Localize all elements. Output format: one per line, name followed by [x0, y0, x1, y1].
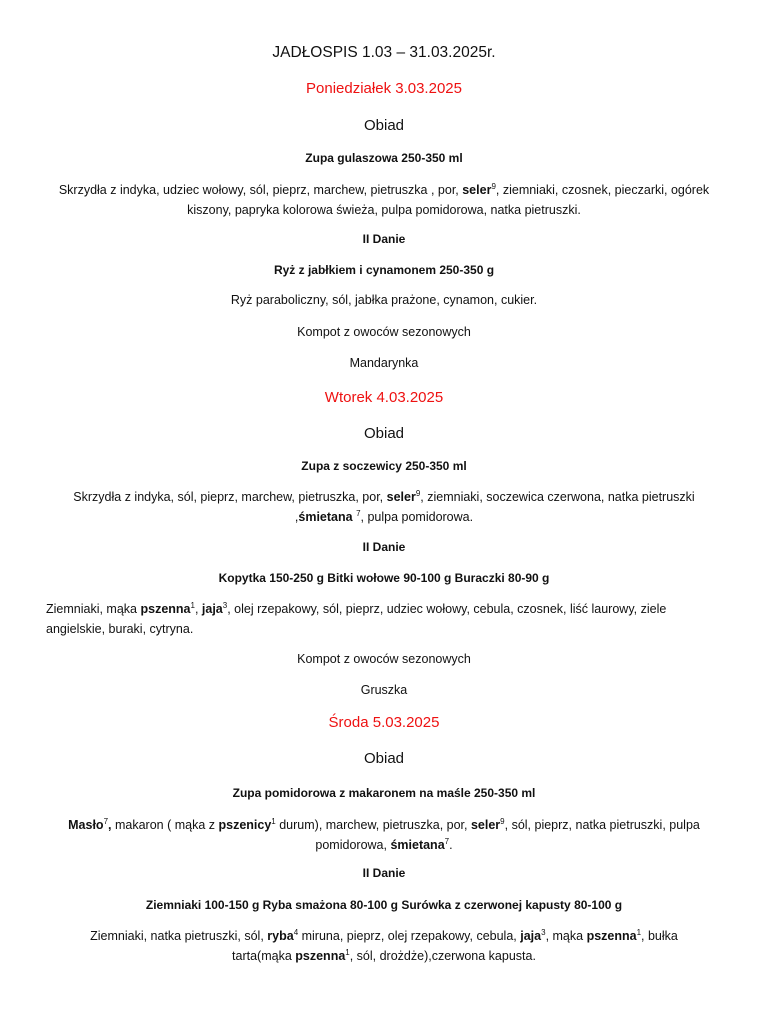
allergen-term: pszenicy — [218, 818, 272, 832]
ingredient-text: , ziemniaki, czosnek, pieczarki, ogórek kiszony, papryka kolorowa świeża, pulpa pomidorowa, natka pietruszki. — [187, 183, 710, 217]
allergen-term: , — [108, 818, 112, 832]
soup-ingredients — [46, 815, 722, 855]
allergen-term: Masło — [68, 818, 104, 832]
ingredient-text: miruna, pieprz, olej rzepakowy, cebula, — [298, 929, 521, 943]
allergen-number: 7 — [103, 816, 109, 826]
allergen-term: jaja — [201, 602, 223, 616]
drink: Kompot z owoców sezonowych — [297, 652, 471, 666]
second-course-name: Ryż z jabłkiem i cynamonem 250-350 g — [273, 263, 495, 277]
second-course-ingredients — [46, 599, 722, 639]
allergen-term: jaja — [520, 929, 542, 943]
ingredient-text: Ziemniaki, natka pietruszki, sól, — [90, 929, 268, 943]
allergen-term: śmietana — [298, 510, 357, 524]
ingredient-text: , pulpa pomidorowa. — [360, 510, 474, 524]
day-heading-monday: Poniedziałek 3.03.2025 — [306, 80, 462, 97]
second-course-name: Kopytka 150-250 g Bitki wołowe 90-100 g Buraczki 80-90 g — [218, 571, 550, 585]
ingredient-text: . — [449, 838, 453, 852]
allergen-term: pszenna — [586, 929, 637, 943]
ingredient-text: , sól, drożdże),czerwona kapusta. — [349, 949, 536, 963]
ingredient-text: , mąka — [545, 929, 587, 943]
ingredient-text: , bułka tarta(mąka — [232, 929, 678, 963]
second-course-label: II Danie — [362, 540, 406, 554]
allergen-number: 1 — [636, 927, 642, 937]
allergen-number: 3 — [541, 927, 546, 937]
allergen-term: śmietana — [390, 838, 445, 852]
second-course-ingredients: Ryż paraboliczny, sól, jabłka prażone, cynamon, cukier. — [230, 293, 538, 307]
second-course-label: II Danie — [362, 866, 406, 880]
soup-ingredients — [46, 487, 722, 527]
day-heading-tuesday: Wtorek 4.03.2025 — [324, 389, 444, 406]
ingredient-text: durum), marchew, pietruszka, por, — [275, 818, 471, 832]
allergen-term: pszenna — [295, 949, 346, 963]
soup-name: Zupa pomidorowa z makaronem na maśle 250-350 ml — [232, 786, 536, 800]
allergen-number: 1 — [345, 947, 350, 957]
allergen-number: 7 — [444, 836, 450, 846]
allergen-term: pszenna — [140, 602, 191, 616]
ingredient-text: Skrzydła z indyka, sól, pieprz, marchew, pietruszka, por, — [73, 490, 387, 504]
fruit: Mandarynka — [349, 356, 419, 370]
allergen-number: 3 — [222, 600, 228, 610]
soup-name: Zupa z soczewicy 250-350 ml — [301, 459, 467, 473]
soup-ingredients — [46, 180, 722, 220]
allergen-number: 9 — [415, 488, 421, 498]
allergen-term: ryba — [267, 929, 294, 943]
allergen-term: seler — [386, 490, 416, 504]
fruit: Gruszka — [360, 683, 408, 697]
page-title: JADŁOSPIS 1.03 – 31.03.2025r. — [272, 44, 496, 61]
allergen-number: 9 — [500, 816, 505, 826]
ingredient-text: , — [194, 602, 202, 616]
drink: Kompot z owoców sezonowych — [297, 325, 471, 339]
ingredient-text: Ziemniaki, mąka — [46, 602, 141, 616]
allergen-number: 4 — [293, 927, 299, 937]
meal-label: Obiad — [363, 117, 405, 134]
soup-name: Zupa gulaszowa 250-350 ml — [305, 151, 463, 165]
allergen-term: seler — [470, 818, 501, 832]
ingredient-text: Skrzydła z indyka, udziec wołowy, sól, pieprz, marchew, pietruszka , por, — [58, 183, 463, 197]
ingredient-text: makaron ( mąka z — [111, 818, 219, 832]
ingredient-text: , olej rzepakowy, sól, pieprz, udziec wołowy, cebula, czosnek, liść laurowy, ziele angielskie, buraki, cytryna. — [46, 602, 667, 636]
ingredient-text: , sól, pieprz, natka pietruszki, pulpa pomidorowa, — [315, 818, 700, 852]
second-course-label: II Danie — [362, 232, 406, 246]
allergen-number: 1 — [190, 600, 195, 610]
day-heading-wednesday: Środa 5.03.2025 — [328, 714, 440, 731]
meal-label: Obiad — [363, 425, 405, 442]
second-course-name: Ziemniaki 100-150 g Ryba smażona 80-100 g Surówka z czerwonej kapusty 80-100 g — [145, 898, 623, 912]
second-course-ingredients — [46, 926, 722, 966]
allergen-number: 1 — [271, 816, 276, 826]
ingredient-text: , ziemniaki, soczewica czerwona, natka pietruszki , — [294, 490, 695, 524]
allergen-number: 9 — [491, 181, 496, 191]
allergen-number: 7 — [356, 508, 361, 518]
allergen-term: seler — [462, 183, 492, 197]
meal-label: Obiad — [363, 750, 405, 767]
